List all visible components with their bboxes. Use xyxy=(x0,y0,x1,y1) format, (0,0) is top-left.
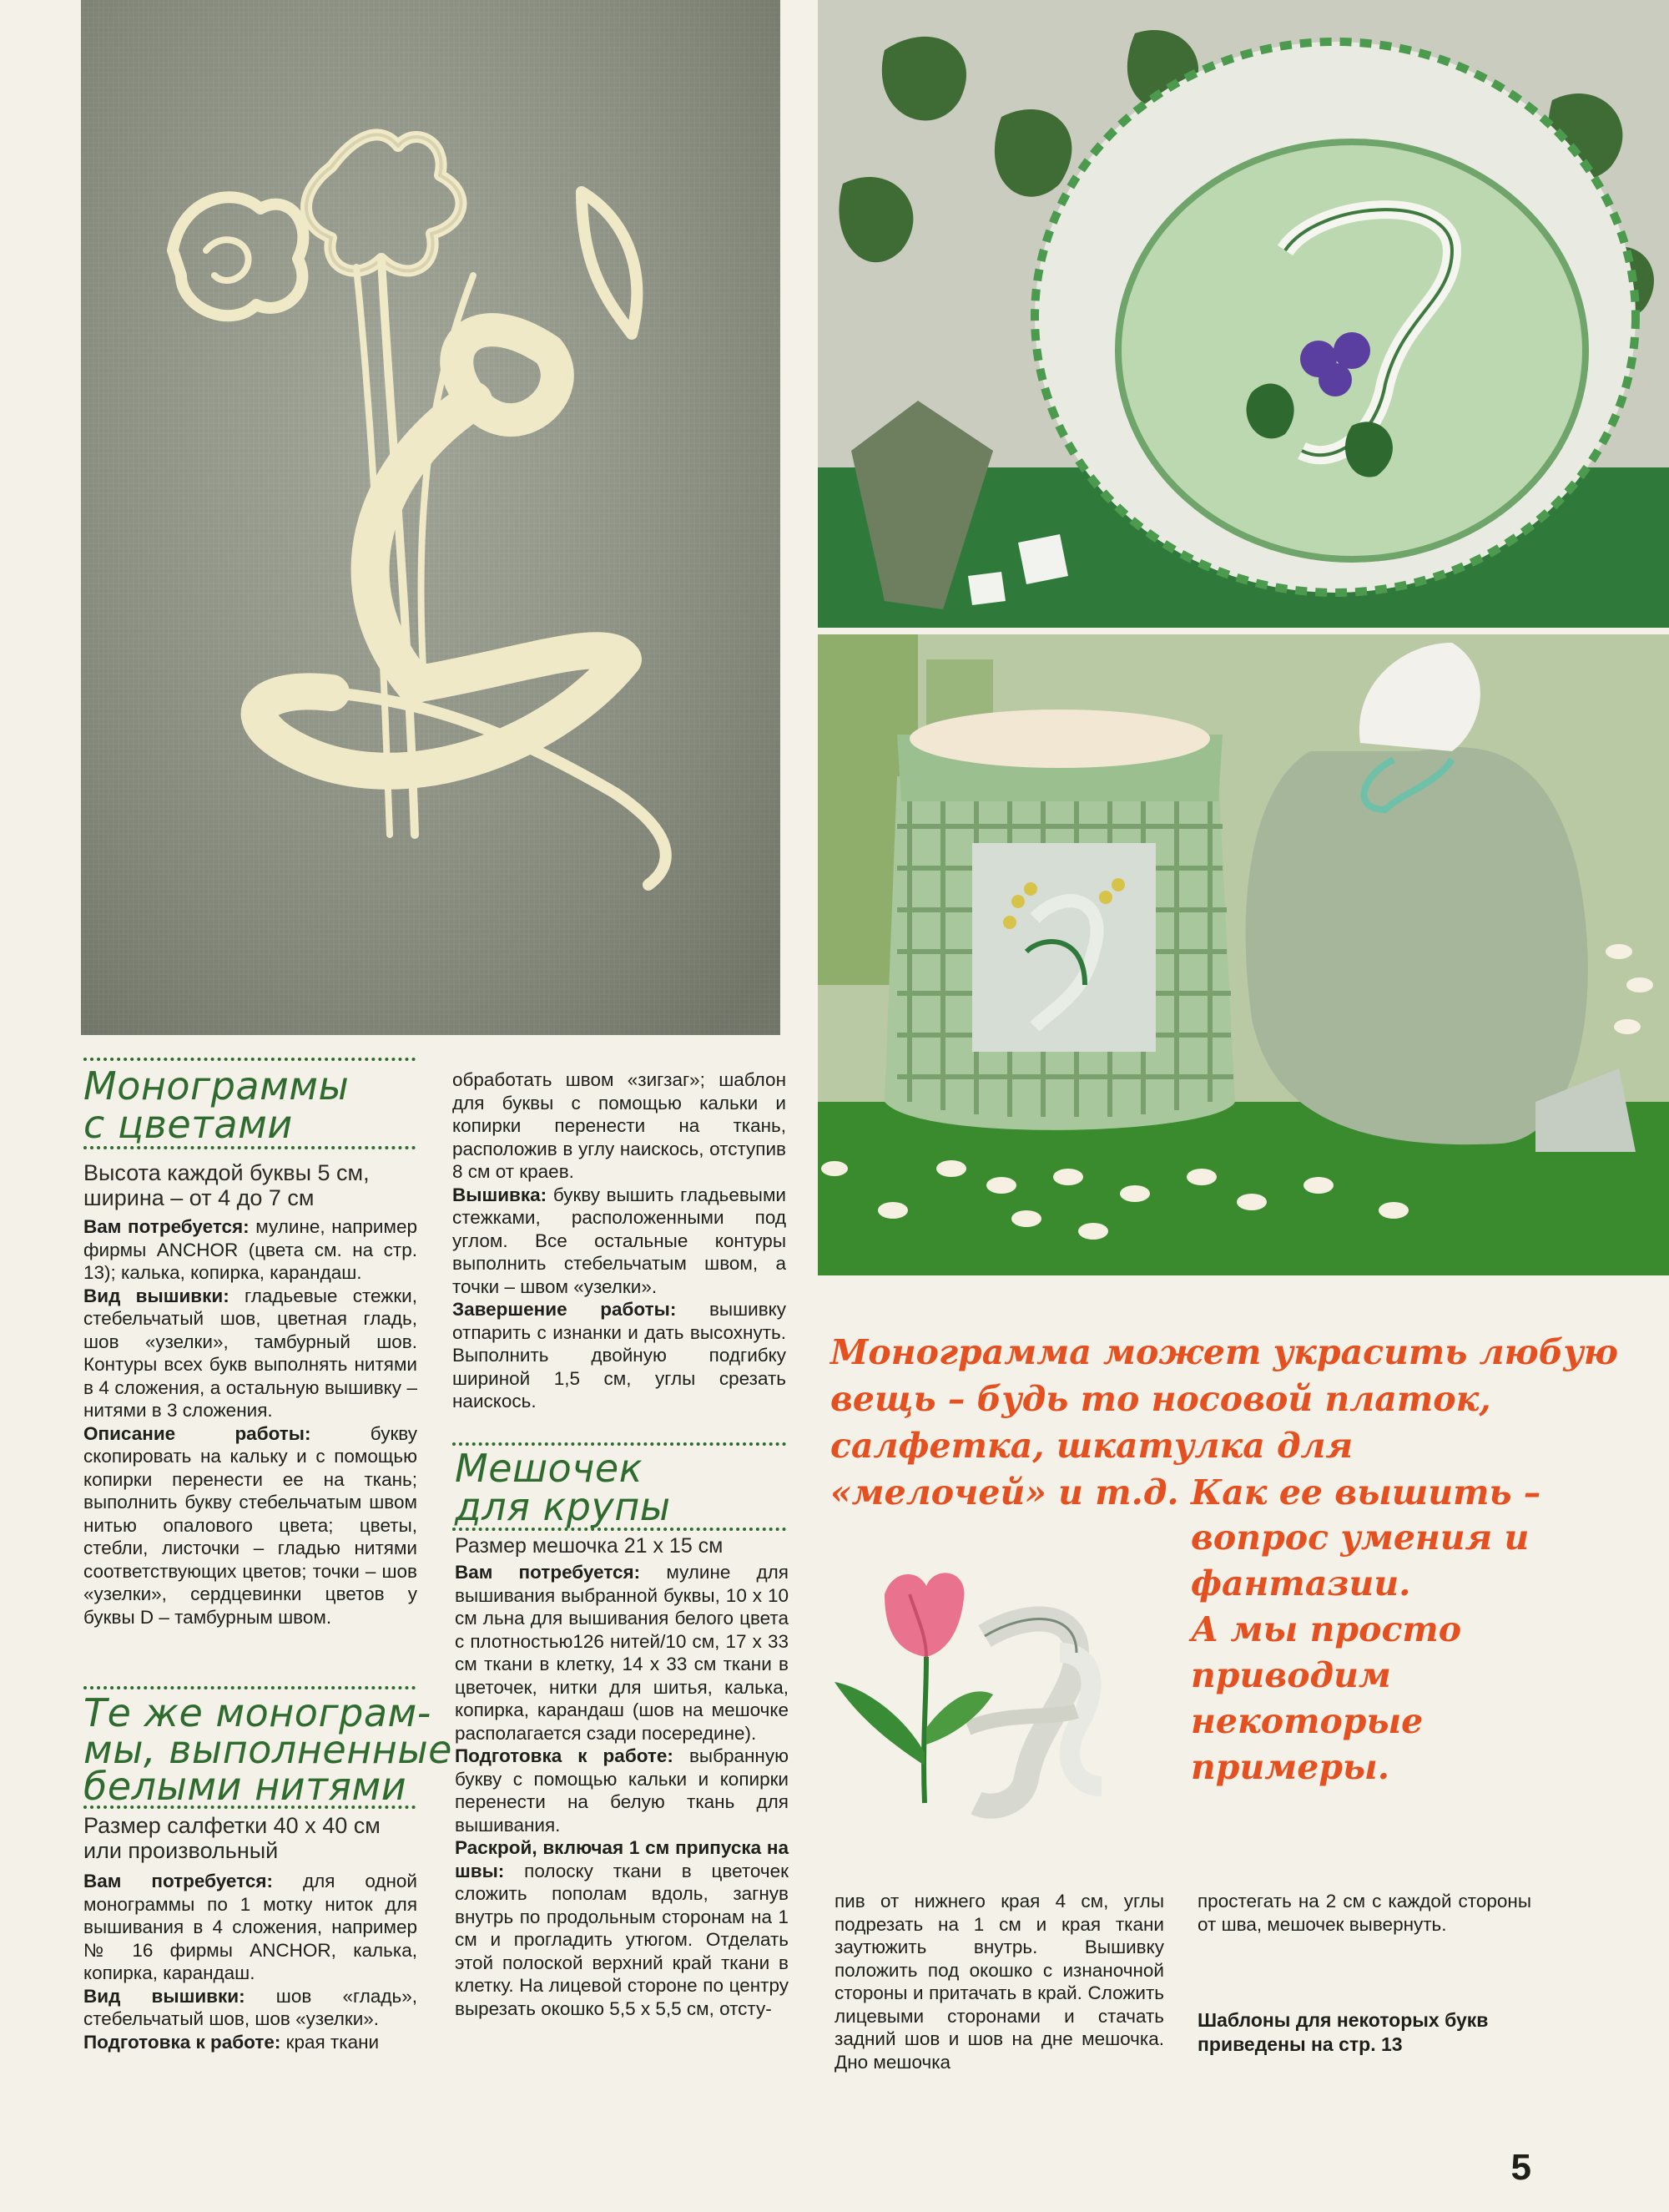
section-body xyxy=(83,1215,417,1629)
quote-line: Монограмма может украсить любую xyxy=(830,1332,1618,1372)
title-line: Монограммы xyxy=(83,1063,350,1109)
paragraph xyxy=(834,1890,1164,2073)
paragraph-label: Вам потребуется: xyxy=(83,1871,273,1891)
paragraph xyxy=(455,1836,789,2020)
title-line: мы, выполненные xyxy=(83,1727,452,1772)
white-monogram-illustration xyxy=(81,0,780,1035)
section-rule xyxy=(83,1058,416,1061)
column-two-text xyxy=(452,1068,786,1413)
quote-line: вопрос умения и xyxy=(1191,1518,1530,1558)
bean-sacks-illustration xyxy=(818,634,1669,1275)
paragraph xyxy=(83,1985,417,2031)
section-rule xyxy=(83,1686,416,1689)
title-line: Те же монограм- xyxy=(83,1690,431,1735)
title-line: для крупы xyxy=(455,1484,671,1529)
section-subtitle: Размер салфетки 40 х 40 см или произвольный xyxy=(83,1813,381,1863)
section-subtitle: Размер мешочка 21 х 15 см xyxy=(455,1534,724,1558)
paragraph-label: Вам потребуется: xyxy=(83,1216,250,1237)
paragraph-text: шов «гладь», стебельчатый шов, шов «узелки». xyxy=(83,1985,417,2029)
paragraph xyxy=(83,1215,417,1285)
quote-line: А мы просто xyxy=(1191,1609,1462,1649)
section-title-monograms-with-flowers xyxy=(83,1063,350,1147)
paragraph-text: края ткани xyxy=(280,2031,380,2053)
quote-line: фантазии. xyxy=(1191,1563,1411,1603)
paragraph xyxy=(452,1068,786,1184)
paragraph-text: мулине для вышивания выбранной буквы, 10 х 10 см льна для вышивания белого цвета с плотностью126 нитей/10 см, 17 х 33 см ткани в клетку, 14 х 33 см ткани в цветочек, нитки для шитья, калька, копирка, карандаш (шов на мешочке располагается сзади посередине). xyxy=(455,1562,789,1744)
section-rule xyxy=(83,1146,416,1149)
paragraph-text: вышивку отпарить с изнанки и дать высохнуть. Выполнить двойную подгибку шириной 1,5 см, углы срезать наискось. xyxy=(452,1299,786,1412)
intro-quote-continued xyxy=(1191,1515,1529,1790)
paragraph-text: гладьевые стежки, стебельчатый шов, цветная гладь, шов «узелки», тамбурный шов. Контуры всех букв выполнять нитями в 4 сложения, а остальную вышивку – нитями в 3 сложения. xyxy=(83,1285,417,1421)
photo-bean-sacks xyxy=(818,634,1669,1275)
paragraph-text: для одной монограммы по 1 мотку ниток для вышивания в 4 сложения, например № 16 фирмы ANCHOR, калька, копирка, карандаш. xyxy=(83,1871,417,1983)
paragraph-label: Подготовка к работе: xyxy=(455,1745,673,1766)
templates-note: Шаблоны для некоторых букв приведены на стр. 13 xyxy=(1198,2009,1489,2055)
paragraph-label: Вид вышивки: xyxy=(83,1285,229,1306)
column-four-text xyxy=(1198,1890,1531,1936)
paragraph xyxy=(83,2031,417,2054)
tulip-monogram-image xyxy=(826,1561,1177,1828)
section-body xyxy=(455,1561,789,2020)
quote-line: «мелочей» и т.д. Как ее вышить – xyxy=(830,1472,1541,1513)
paragraph-text: простегать на 2 см с каждой стороны от шва, мешочек вывернуть. xyxy=(1198,1891,1531,1935)
round-box-illustration xyxy=(818,0,1669,628)
photo-white-monogram xyxy=(81,0,780,1035)
paragraph xyxy=(83,1870,417,1985)
paragraph xyxy=(1198,1890,1531,1936)
paragraph xyxy=(83,1285,417,1422)
column-three-text xyxy=(834,1890,1164,2073)
title-line: с цветами xyxy=(83,1102,293,1147)
tulip-monogram-illustration xyxy=(826,1561,1177,1828)
paragraph-label: Вышивка: xyxy=(452,1184,547,1205)
quote-line: приводим xyxy=(1191,1655,1391,1695)
paragraph-text: букву вышить гладьевыми стежками, расположенными под углом. Все остальные контуры выполнить стебельчатым швом, а точки – швом «узелки». xyxy=(452,1184,786,1297)
section-body xyxy=(83,1870,417,2053)
paragraph-label: Вид вышивки: xyxy=(83,1985,245,2007)
section-rule xyxy=(452,1528,786,1531)
paragraph-label: Раскрой, включая 1 см припуска на швы: xyxy=(455,1837,789,1881)
paragraph-text: полоску ткани в цветочек сложить пополам вдоль, загнув внутрь по продольным сторонам на 1 см и прогладить утюгом. Отделать этой полоской верхний край ткани в клетку. На лицевой стороне по центру вырезать окошко 5,5 х 5,5 см, отсту- xyxy=(455,1860,789,2019)
paragraph-text: букву скопировать на кальку и с помощью копирки перенести ее на ткань; выполнить букву стебельчатым швом нитью опалового цвета; цветы, стебли, листочки – гладью нитями соответствующих цветов; точки – шов «узелки», сердцевинки цветов у буквы D – тамбурным швом. xyxy=(83,1422,417,1628)
page-number: 5 xyxy=(1510,2147,1531,2188)
paragraph-label: Подготовка к работе: xyxy=(83,2031,281,2053)
paragraph xyxy=(83,1422,417,1629)
title-line: белыми нитями xyxy=(83,1764,407,1809)
paragraph xyxy=(452,1184,786,1299)
paragraph xyxy=(455,1745,789,1836)
paragraph-label: Вам потребуется: xyxy=(455,1562,641,1583)
intro-quote xyxy=(830,1329,1618,1516)
paragraph xyxy=(455,1561,789,1745)
quote-line: некоторые xyxy=(1191,1701,1424,1741)
paragraph-label: Завершение работы: xyxy=(452,1299,677,1320)
section-title-white-monograms xyxy=(83,1690,452,1809)
section-subtitle: Высота каждой буквы 5 см, ширина – от 4 до 7 см xyxy=(83,1160,370,1210)
photo-round-box xyxy=(818,0,1669,628)
section-title-grain-bag xyxy=(455,1446,671,1529)
paragraph-text: пив от нижнего края 4 см, углы подрезать на 1 см и края ткани заутюжить внутрь. Вышивку положить под окошко с изнаночной стороны и притачать в край. Сложить лицевыми сторонами и стачать задний шов и шов на дне мешочка. Дно мешочка xyxy=(834,1891,1164,2073)
quote-line: примеры. xyxy=(1191,1747,1390,1787)
paragraph xyxy=(452,1298,786,1413)
paragraph-text: мулине, например фирмы ANCHOR (цвета см. на стр. 13); калька, копирка, карандаш. xyxy=(83,1216,417,1283)
paragraph-label: Описание работы: xyxy=(83,1422,311,1444)
paragraph-text: обработать швом «зигзаг»; шаблон для буквы с помощью кальки и копирки перенести на ткань, расположив в углу наискось, отступив 8 см от краев. xyxy=(452,1069,786,1182)
paragraph-text: выбранную букву с помощью кальки и копирки перенести на белую ткань для вышивания. xyxy=(455,1745,789,1836)
quote-line: салфетка, шкатулка для xyxy=(830,1426,1354,1466)
quote-line: вещь – будь то носовой платок, xyxy=(830,1379,1491,1419)
section-rule xyxy=(83,1805,416,1809)
title-line: Мешочек xyxy=(455,1446,643,1491)
